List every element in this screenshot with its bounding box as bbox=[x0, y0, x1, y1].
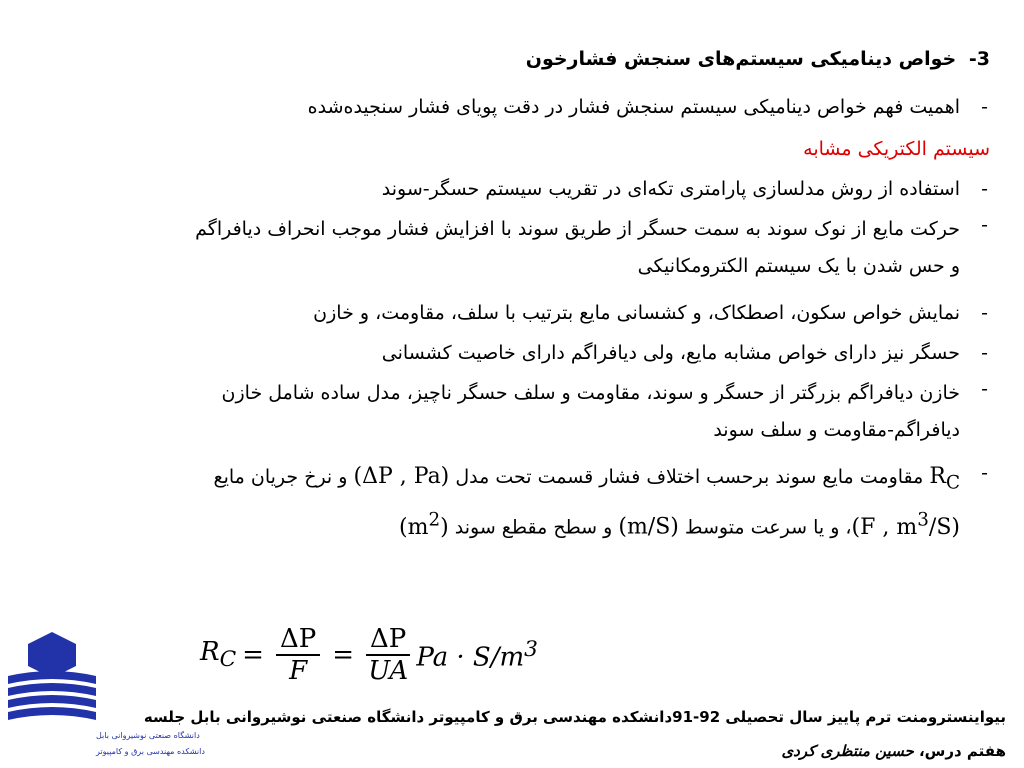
slide-content bbox=[24, 46, 990, 562]
bullet-text: حسگر نیز دارای خواص مشابه مایع، ولی دیافراگم دارای خاصیت کشسانی bbox=[381, 342, 960, 364]
bullet-text: خازن دیافراگم بزرگتر از حسگر و سوند، مقاومت و سلف حسگر ناچیز، مدل ساده شامل خازن bbox=[221, 382, 960, 404]
section-heading bbox=[24, 46, 990, 72]
rc-symbol: $R_C$ bbox=[929, 464, 960, 494]
bullet-text: $R_C$ مقاومت مایع سوند برحسب اختلاف فشار قسمت تحت مدل (ΔP , Pa) و نرخ جریان مایع bbox=[213, 464, 960, 494]
bullet-text-continued: و حس شدن با یک سیستم الکترومکانیکی bbox=[637, 255, 960, 277]
formula-fraction-1: $\frac{\Delta P}{F}$ bbox=[276, 624, 320, 686]
pressure-unit: (ΔP , Pa) bbox=[353, 464, 450, 489]
bullet-dash: - bbox=[981, 96, 988, 118]
bullet-dash: - bbox=[981, 302, 988, 324]
bullet-dash: - bbox=[981, 462, 988, 484]
bullet-dash: - bbox=[981, 378, 988, 400]
bullet-text: استفاده از روش مدلسازی پارامتری تکه‌ای در تقریب سیستم حسگر-سوند bbox=[381, 178, 960, 200]
university-logo bbox=[4, 626, 205, 764]
formula-fraction-2: $\frac{\Delta P}{\overline{U}A}$ bbox=[366, 624, 410, 686]
intro-bullet bbox=[24, 94, 990, 120]
area-unit: $(m^2)$ bbox=[398, 509, 449, 540]
bullet-text: حرکت مایع از نوک سوند به سمت حسگر از طریق سوند با افزایش فشار موجب انحراف دیافراگم bbox=[195, 218, 960, 240]
bullet-dash: - bbox=[981, 178, 988, 200]
heading-number: 3- bbox=[968, 48, 990, 70]
footer-line-1: بیواینسترومنت ترم پاییز سال تحصیلی 92-91دانشکده مهندسی برق و کامپیوتر دانشگاه صنعتی نوشیروانی بابل جلسه bbox=[143, 708, 1006, 726]
author-name: حسین منتظری کردی bbox=[781, 742, 914, 760]
logo-caption-2: دانشکده مهندسی برق و کامپیوتر bbox=[96, 747, 205, 756]
list-item bbox=[24, 376, 990, 450]
logo-emblem-icon bbox=[4, 626, 205, 764]
list-item bbox=[24, 176, 990, 202]
flow-unit: (F , $m^3/S$) bbox=[851, 509, 960, 540]
resistance-formula: $R_C$ = $\frac{\Delta P}{F}$ = $\frac{\Delta P}{\overline{U}A}$ $Pa \cdot S/m^3$ bbox=[200, 624, 538, 686]
bullet-text: نمایش خواص سکون، اصطکاک، و کشسانی مایع بترتیب با سلف، مقاومت، و خازن bbox=[313, 302, 960, 324]
formula-lhs: $R_C$ bbox=[200, 637, 237, 673]
list-item-resistance bbox=[24, 460, 990, 548]
slide-footer bbox=[106, 700, 1006, 768]
list-item bbox=[24, 340, 990, 366]
section-title: سیستم الکتریکی مشابه bbox=[803, 138, 990, 160]
velocity-unit: (m/S) bbox=[618, 514, 679, 540]
list-item bbox=[24, 300, 990, 326]
heading-text: خواص دینامیکی سیستم‌های سنجش فشارخون bbox=[525, 48, 957, 70]
bullet-text-continued: دیافراگم-مقاومت و سلف سوند bbox=[713, 419, 960, 441]
bullet-text: اهمیت فهم خواص دینامیکی سیستم سنجش فشار در دقت پویای فشار سنجیده‌شده bbox=[307, 96, 960, 118]
bullet-dash: - bbox=[981, 214, 988, 236]
bullet-text-continued: (F , $m^3/S)،$ و یا سرعت متوسط (m/S) و سطح مقطع سوند $(m^2)$ bbox=[398, 509, 960, 540]
footer-line-2: هفتم درس، حسین منتظری کردی bbox=[781, 742, 1006, 760]
formula-units: $Pa \cdot S/m^3$ bbox=[416, 637, 538, 673]
list-item bbox=[24, 212, 990, 286]
bullet-dash: - bbox=[981, 342, 988, 364]
logo-caption-1: دانشگاه صنعتی نوشیروانی بابل bbox=[96, 731, 200, 740]
